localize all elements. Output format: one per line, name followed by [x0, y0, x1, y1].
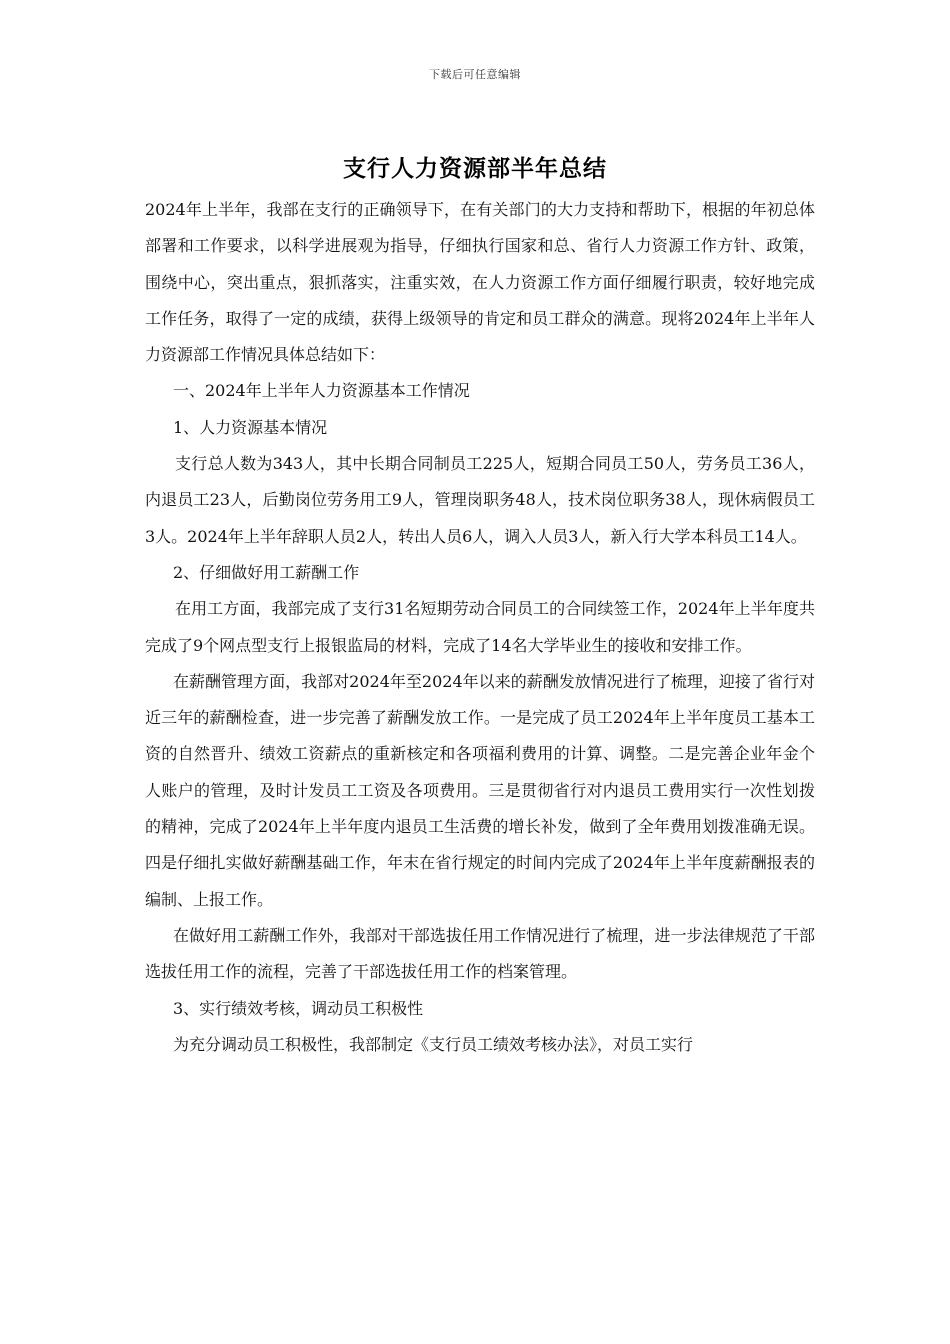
subsection-heading-1: 1、人力资源基本情况: [173, 417, 328, 437]
employment-paragraph: 在用工方面，我部完成了支行31名短期劳动合同员工的合同续签工作，2024年上半年度共完成了9个网点型支行上报银监局的材料，完成了14名大学毕业生的接收和安排工作。: [145, 599, 815, 655]
subsection-heading-3: 3、实行绩效考核，调动员工积极性: [173, 998, 424, 1018]
staffing-paragraph: 支行总人数为343人，其中长期合同制员工225人，短期合同员工50人，劳务员工36人，内退员工23人，后勤岗位劳务用工9人，管理岗职务48人，技术岗位职务38人，现休病假员工3人。2024年上半年辞职人员2人，转出人员6人，调入人员3人，新入行大学本科员工14人。: [145, 454, 815, 546]
performance-paragraph: 为充分调动员工积极性，我部制定《支行员工绩效考核办法》，对员工实行: [173, 1034, 694, 1054]
section-heading-1: 一、2024年上半年人力资源基本工作情况: [173, 381, 470, 401]
intro-paragraph: 2024年上半年，我部在支行的正确领导下，在有关部门的大力支持和帮助下，根据的年初总体部署和工作要求，以科学进展观为指导，仔细执行国家和总、省行人力资源工作方针、政策，围绕中心，突出重点，狠抓落实，注重实效，在人力资源工作方面仔细履行职责，较好地完成工作任务，取得了一定的成绩，获得上级领导的肯定和员工群众的满意。现将2024年上半年人力资源部工作情况具体总结如下：: [145, 200, 815, 365]
subsection-heading-2: 2、仔细做好用工薪酬工作: [173, 562, 360, 582]
document-body: [145, 192, 815, 1063]
salary-paragraph: 在薪酬管理方面，我部对2024年至2024年以来的薪酬发放情况进行了梳理，迎接了省行对近三年的薪酬检查，进一步完善了薪酬发放工作。一是完成了员工2024年上半年度员工基本工资的自然晋升、绩效工资薪点的重新核定和各项福利费用的计算、调整。二是完善企业年金个人账户的管理，及时计发员工工资及各项费用。三是贯彻省行对内退员工费用实行一次性划拨的精神，完成了2024年上半年度内退员工生活费的增长补发，做到了全年费用划拨准确无误。四是仔细扎实做好薪酬基础工作，年末在省行规定的时间内完成了2024年上半年度薪酬报表的编制、上报工作。: [145, 671, 815, 909]
header-note: 下载后可任意编辑: [429, 68, 521, 81]
document-title: 支行人力资源部半年总结: [343, 155, 607, 182]
cadre-paragraph: 在做好用工薪酬工作外，我部对干部选拔任用工作情况进行了梳理，进一步法律规范了干部选拔任用工作的流程，完善了干部选拔任用工作的档案管理。: [145, 925, 815, 982]
